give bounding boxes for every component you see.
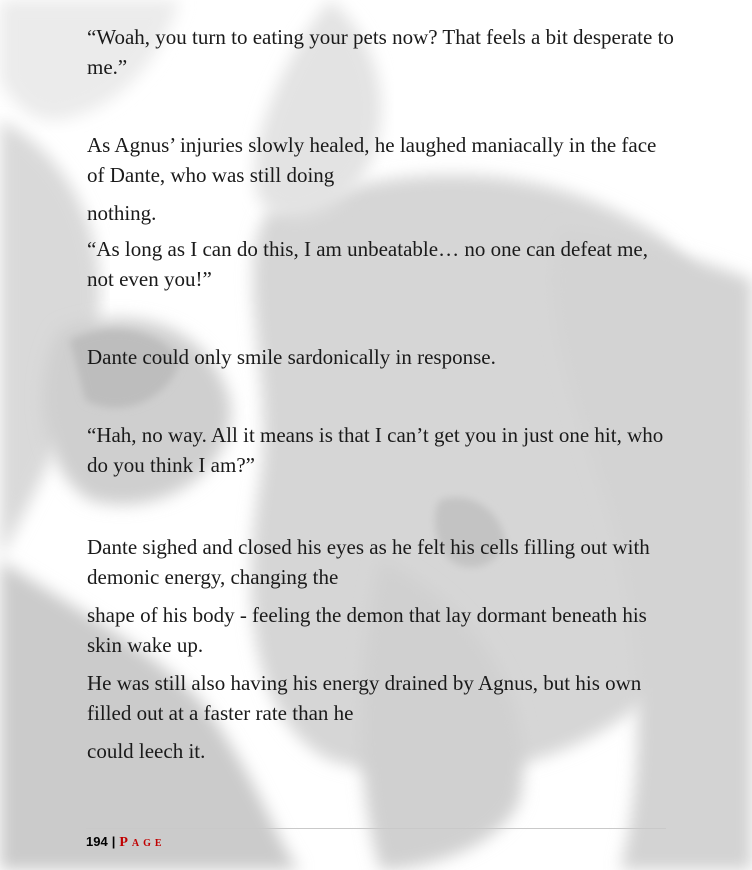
paragraph: “Woah, you turn to eating your pets now? That feels a bit desperate to me.” — [87, 25, 674, 79]
paragraph: “As long as I can do this, I am unbeatable… no one can defeat me, not even you!” — [87, 237, 648, 291]
paragraph: Dante could only smile sardonically in response. — [87, 345, 496, 369]
paragraph: “Hah, no way. All it means is that I can’t get you in just one hit, who do you think I am?” — [87, 423, 664, 477]
page-number: 194 — [86, 834, 108, 849]
page-footer — [86, 834, 166, 851]
body-text — [87, 22, 677, 766]
paragraph: could leech it. — [87, 739, 206, 763]
paragraph: nothing. — [87, 201, 157, 225]
page-label: Page — [119, 835, 166, 850]
paragraph: He was still also having his energy drained by Agnus, but his own filled out at a faster rate than he — [87, 671, 642, 725]
footer-divider — [86, 828, 666, 829]
paragraph: Dante sighed and closed his eyes as he felt his cells filling out with demonic energy, changing the — [87, 535, 650, 589]
footer-separator: | — [111, 834, 116, 849]
paragraph: shape of his body - feeling the demon that lay dormant beneath his skin wake up. — [87, 603, 647, 657]
paragraph: As Agnus’ injuries slowly healed, he laughed maniacally in the face of Dante, who was still doing — [87, 133, 657, 187]
